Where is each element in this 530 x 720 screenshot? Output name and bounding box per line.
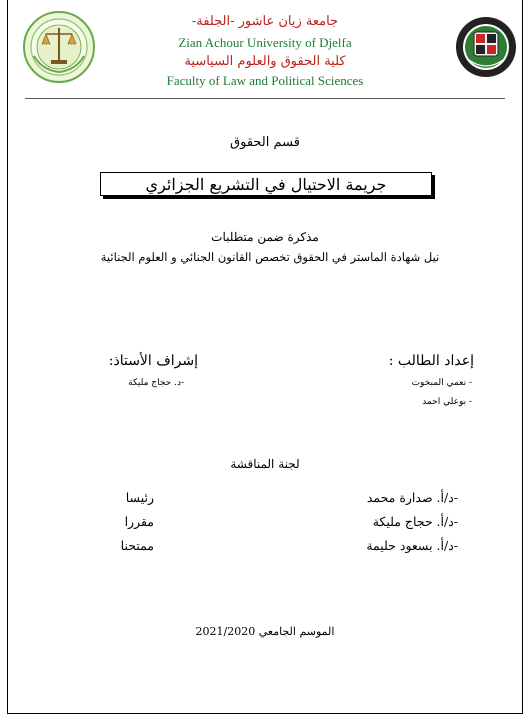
university-name-ar: جامعة زيان عاشور -الجلفة- [191, 14, 339, 29]
requirement-line-1: مذكرة ضمن متطلبات [211, 230, 319, 244]
supervisor-label: إشراف الأستاذ: [108, 353, 198, 369]
requirement-line-2: نيل شهادة الماستر في الحقوق تخصص القانون الجنائي و العلوم الجنائية [100, 250, 440, 264]
academic-year: الموسم الجامعي 2021/2020 [195, 625, 335, 638]
university-name-en: Zian Achour University of Djelfa [178, 35, 352, 50]
thesis-title-box [100, 172, 432, 196]
student-name-1: - نعمي المبخوت [411, 378, 472, 388]
committee-member-name: -د/أ. صدارة محمد [366, 490, 458, 505]
committee-member-role: مقررا [124, 514, 154, 529]
thesis-title: جريمة الاحتيال في التشريع الجزائري [145, 174, 387, 194]
student-name-2: - بوعلي احمد [422, 397, 472, 407]
committee-label: لجنة المناقشة [230, 457, 300, 471]
supervisor-name: -د. حجاج مليكة [128, 378, 184, 388]
committee-member-role: رئيسا [125, 490, 154, 505]
department: قسم الحقوق [230, 135, 300, 150]
committee-member-role: ممتحنا [120, 538, 154, 553]
header-divider [25, 98, 505, 99]
students-label: إعداد الطالب : [388, 353, 474, 369]
faculty-name-en: Faculty of Law and Political Sciences [166, 73, 364, 88]
committee-member-name: -د/أ. حجاج مليكة [372, 514, 458, 529]
faculty-name-ar: كلية الحقوق والعلوم السياسية [184, 54, 346, 69]
committee-member-name: -د/أ. بسعود حليمة [366, 538, 458, 553]
